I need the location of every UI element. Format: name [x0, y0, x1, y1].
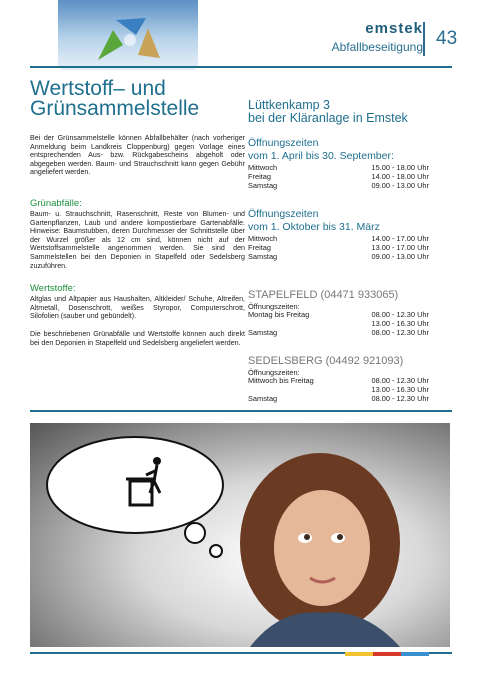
green-waste-paragraph: Baum- u. Strauchschnitt, Rasenschnitt, Reste von Blumen- und Gartenpflanzen, Laub und andere kompostierbare Gartenabfälle. Hinweise: Baumstubben, deren Durchmesser der Schnittstelle über der Wurzel größer als 12 cm sind, können nicht auf der Wertstoffsammelstelle angenommen werden. Sie sind den Sammelstellen bei den Deponien in Stapelfeld oder Sedelsberg zuzuführen.: [30, 210, 245, 270]
green-waste-heading: Grünabfälle:: [30, 198, 82, 209]
recyclables-paragraph: Altglas und Altpapier aus Haushalten, Altkleider/ Schuhe, Altreifen, Altmetall, Dosenschrott, weißes Styropor, Computerschrott, Silofolien (sauber und gebündelt).: [30, 295, 245, 321]
section-rule: [30, 410, 452, 412]
section-subtitle: Abfallbeseitigung: [331, 40, 423, 54]
intro-paragraph: Bei der Grünsammelstelle können Abfallbehälter (nach vorheriger Anmeldung beim Landkreis Cloppenburg) gegen Vorlage eines entsprechenden Aus- bzw. Rückgabescheins abgeholt oder abgegeben werden. Baum- und Strauchschnitt kann gegen Gebühr angeliefert werden.: [30, 134, 245, 177]
sedelsberg-label: Öffnungszeiten:: [248, 368, 300, 377]
woman-thinking-photo: [30, 423, 450, 647]
thought-bubble-dot: [185, 523, 205, 543]
recycling-header-image: [58, 0, 198, 70]
recycling-icon: [58, 0, 198, 70]
page-title: [30, 79, 245, 119]
title-line-1: Wertstoff– und: [30, 77, 166, 100]
location-heading: [248, 99, 408, 125]
header-rule: [30, 66, 452, 68]
winter-period: vom 1. Oktober bis 31. März: [248, 221, 380, 233]
page-number: 43: [436, 28, 458, 49]
header-divider: [423, 22, 425, 56]
woman-figure: [240, 453, 400, 647]
photo-illustration: [30, 423, 450, 647]
brand-logo: emstek: [365, 20, 423, 37]
summer-period: vom 1. April bis 30. September:: [248, 150, 394, 162]
footer-color-bar-yellow: [345, 652, 373, 656]
recyclables-heading: Wertstoffe:: [30, 283, 76, 294]
stapelfeld-heading: STAPELFELD (04471 933065): [248, 289, 399, 301]
footer-color-bar-red: [373, 652, 401, 656]
closing-paragraph: Die beschriebenen Grünabfälle und Wertstoffe können auch direkt bei den Deponien in Stapelfeld und Sedelsberg angeliefert werden.: [30, 330, 245, 347]
thought-bubble-dot: [210, 545, 222, 557]
location-line-1: Lüttkenkamp 3: [248, 98, 330, 112]
stapelfeld-label: Öffnungszeiten:: [248, 302, 300, 311]
winter-hours-heading: Öffnungszeiten: [248, 208, 319, 220]
thought-bubble: [47, 437, 223, 533]
summer-hours-heading: Öffnungszeiten: [248, 137, 319, 149]
footer-color-bar-blue: [401, 652, 429, 656]
location-line-2: bei der Kläranlage in Emstek: [248, 111, 408, 125]
sedelsberg-heading: SEDELSBERG (04492 921093): [248, 355, 404, 367]
title-line-2: Grünsammelstelle: [30, 97, 200, 120]
